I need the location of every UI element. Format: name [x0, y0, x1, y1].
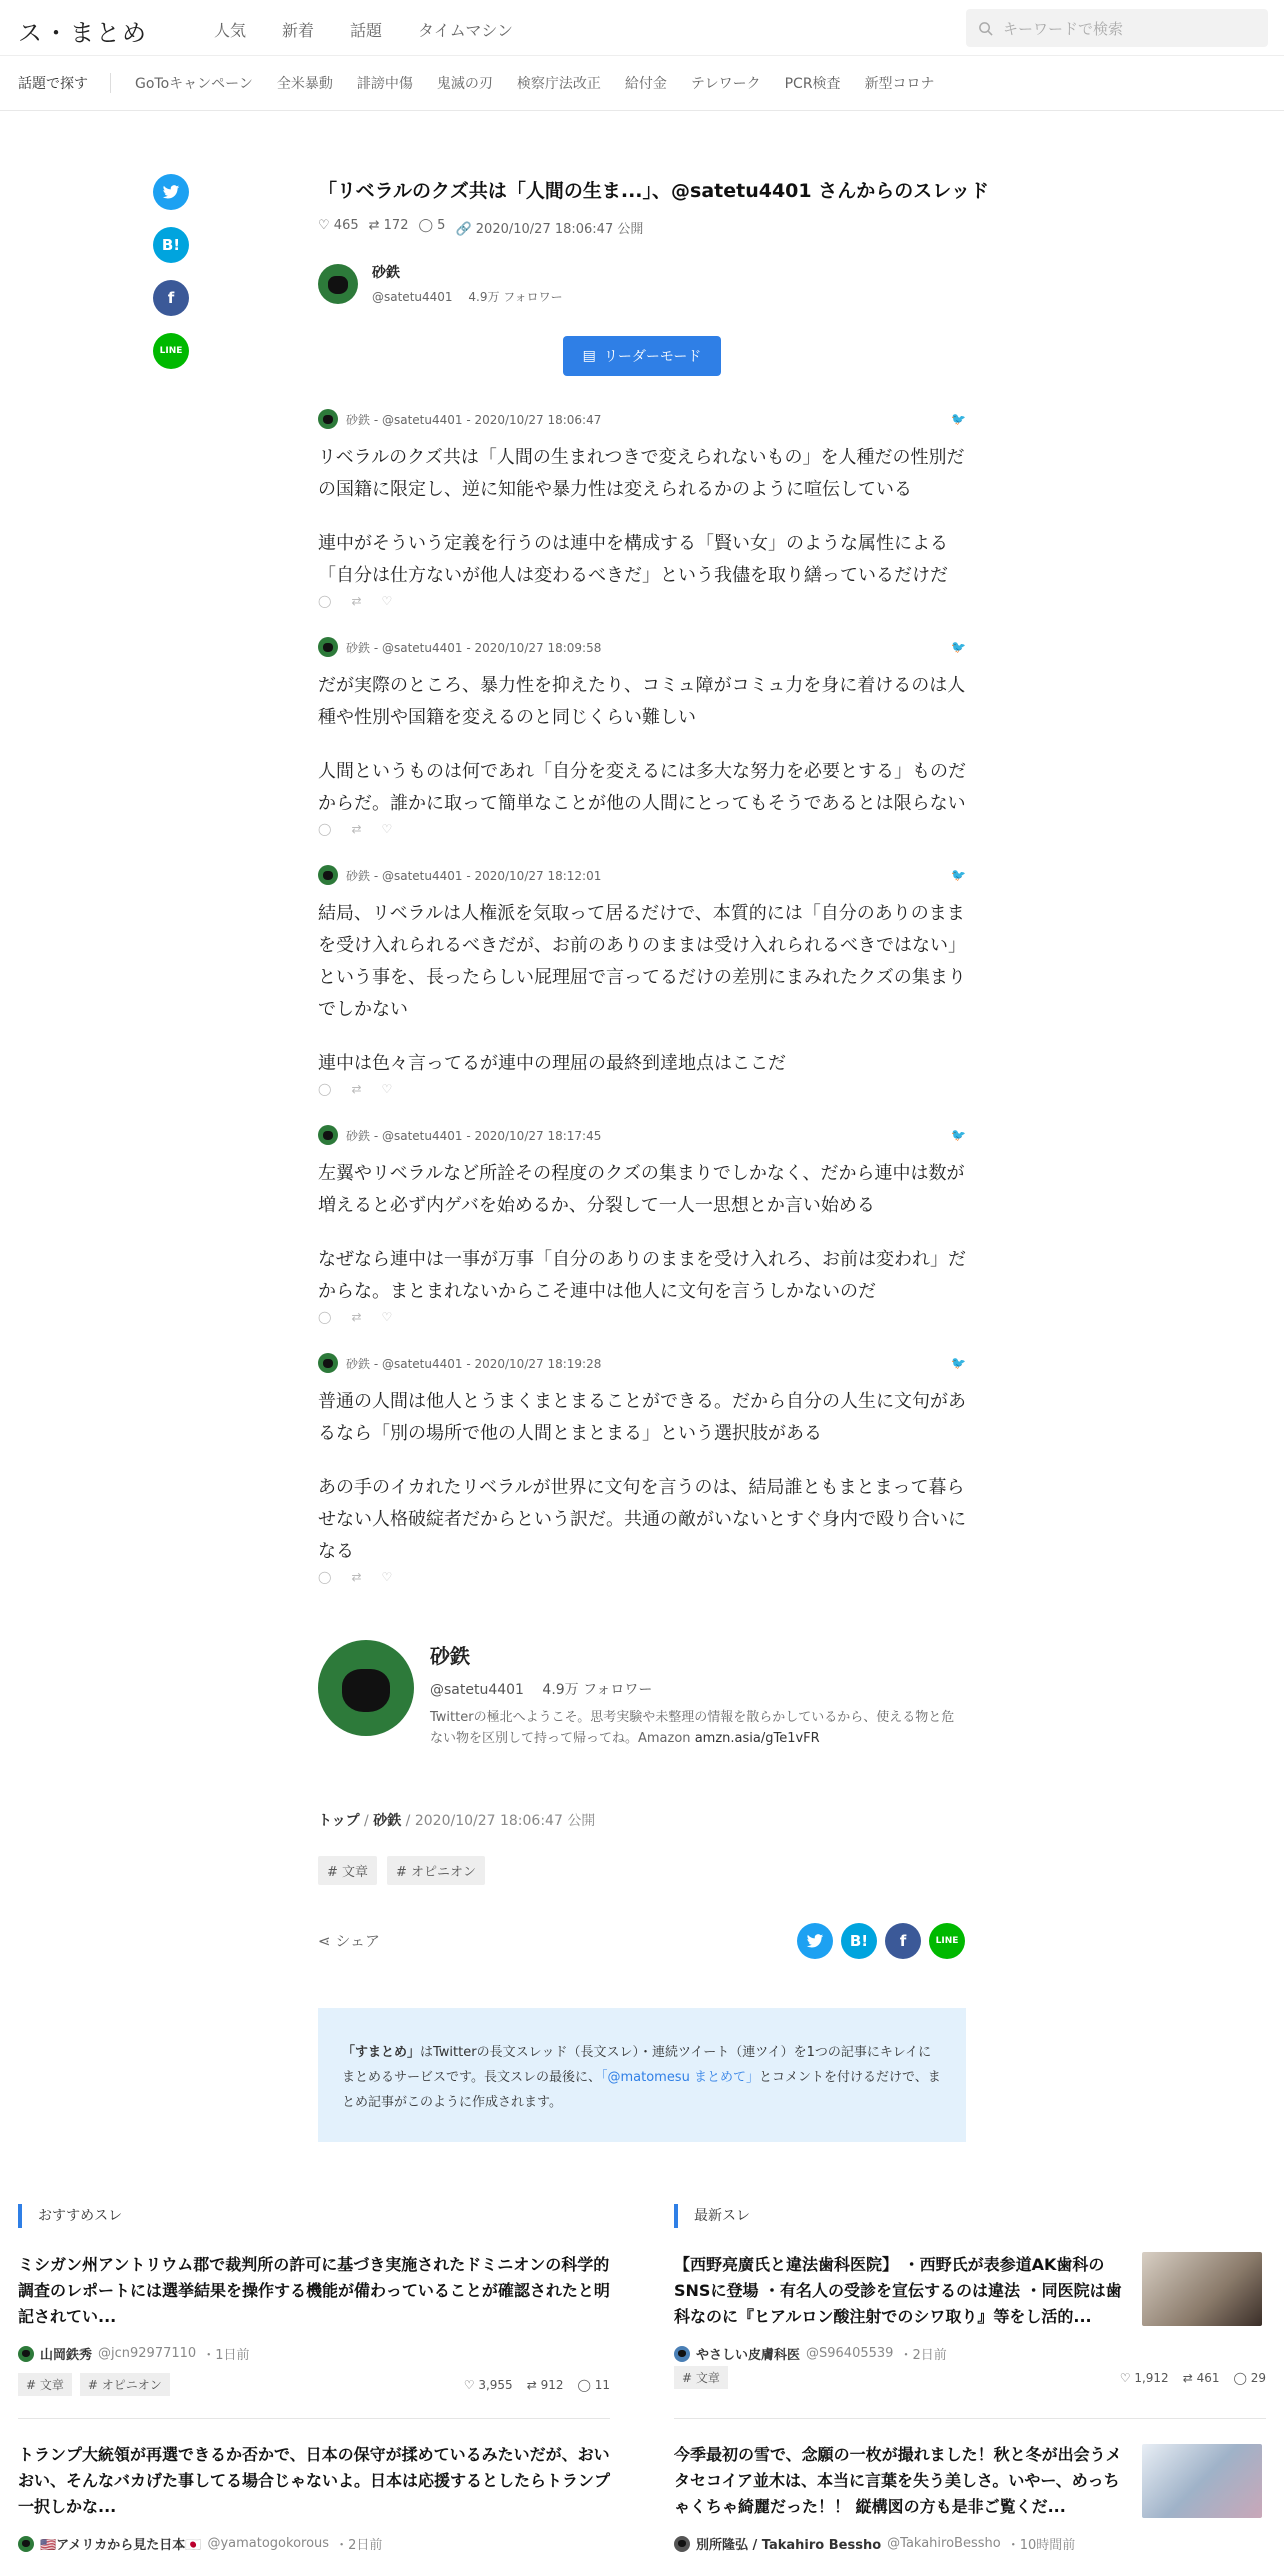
- profile-bio: Twitterの極北へようこそ。思考実験や未整理の情報を散らかしているから、使える物と危ない物を区別して持って帰ってね。Amazon amzn.asia/gTe1vFR: [430, 1710, 955, 1746]
- twitter-icon[interactable]: [797, 1923, 833, 1959]
- card-avatar: [18, 2536, 34, 2552]
- tweet-text: 人間というものは何であれ「自分を変えるには多大な努力を必要とする」ものだからだ。誰かに取って簡単なことが他の人間にとってもそうであるとは限らない: [318, 761, 966, 814]
- nav-popular[interactable]: 人気: [214, 21, 247, 40]
- tweet-text: なぜなら連中は一事が万事「自分のありのままを受け入れろ、お前は変われ」だからな。まとまれないからこそ連中は他人に文句を言うしかないのだ: [318, 1249, 966, 1302]
- tweet-text: あの手のイカれたリベラルが世界に文句を言うのは、結局誰ともまとまって暮らせない人格破綻者だからという訳だ。共通の敵がいないとすぐ身内で殴り合いになる: [318, 1477, 966, 1562]
- reply-icon[interactable]: ◯: [318, 822, 332, 836]
- line-icon[interactable]: LINE: [153, 333, 189, 369]
- card-author[interactable]: 🇺🇸アメリカから見た日本🇯🇵: [40, 2538, 202, 2553]
- tweet-avatar: [318, 409, 338, 429]
- breadcrumb-top[interactable]: トップ: [318, 1813, 360, 1829]
- twitter-icon[interactable]: 🐦: [951, 1356, 966, 1370]
- retweet-icon[interactable]: ⇄: [351, 1082, 362, 1096]
- latest-card-stats: [674, 2356, 1266, 2389]
- profile-name[interactable]: 砂鉄: [430, 1644, 470, 1668]
- like-icon[interactable]: ♡: [381, 1082, 393, 1096]
- tweet: [318, 636, 966, 836]
- nav-topics[interactable]: 話題: [350, 21, 383, 40]
- tweet: [318, 1124, 966, 1324]
- reader-mode-button[interactable]: [563, 336, 721, 376]
- topic-link[interactable]: テレワーク: [690, 76, 761, 92]
- card-author[interactable]: やさしい皮膚科医: [696, 2348, 801, 2363]
- tweet-text: リベラルのクズ共は「人間の生まれつきで変えられないもの」を人種だの性別だの国籍に限定し、逆に知能や暴力性は変えられるかのように喧伝している: [318, 447, 965, 500]
- article-title: 「リベラルのクズ共は「人間の生ま...」、@satetu4401 さんからのスレッド: [318, 180, 990, 202]
- retweet-icon[interactable]: ⇄: [351, 1310, 362, 1324]
- twitter-icon[interactable]: 🐦: [951, 640, 966, 654]
- tag-chip[interactable]: # オピニオン: [80, 2373, 170, 2396]
- latest-card[interactable]: 【西野亮廣氏と違法歯科医院】 ・西野氏が表参道AK歯科のSNSに登場 ・有名人の受診を宣伝するのは違法 ・同医院は歯科なのに『ヒアルロン酸注射でのシワ取り』等をし活的... やさしい皮膚科医 @S96405539 ・2日前: [674, 2252, 1126, 2363]
- tweet: [318, 864, 966, 1096]
- topic-nav: [0, 56, 1284, 111]
- retweet-icon[interactable]: ⇄: [351, 822, 362, 836]
- reader-mode-label: リーダーモード: [603, 349, 702, 365]
- like-count: ♡ 465: [318, 218, 359, 233]
- author-avatar: [318, 264, 358, 304]
- service-info-box: 「すまとめ」はTwitterの長文スレッド（長文スレ）・連続ツイート（連ツイ）を1つの記事にキレイにまとめるサービスです。長文スレの最後に、「@matomesu まとめて」とコメントを付けるだけで、まとめ記事がこのように作成されます。: [318, 2008, 966, 2142]
- facebook-icon[interactable]: f: [153, 280, 189, 316]
- breadcrumb-author[interactable]: 砂鉄: [373, 1813, 402, 1829]
- divider: [674, 2418, 1266, 2419]
- reply-count: ◯ 11: [577, 2377, 610, 2392]
- nav-new[interactable]: 新着: [282, 21, 315, 40]
- share-buttons: [797, 1923, 965, 1959]
- reply-icon[interactable]: ◯: [318, 1082, 332, 1096]
- tweet-text: 連中は色々言ってるが連中の理屈の最終到達地点はここだ: [318, 1053, 786, 1074]
- like-icon[interactable]: ♡: [381, 1310, 393, 1324]
- card-thumbnail[interactable]: [1142, 2444, 1262, 2518]
- topic-link[interactable]: 給付金: [624, 76, 667, 92]
- topic-link[interactable]: 新型コロナ: [864, 76, 935, 92]
- retweet-icon[interactable]: ⇄: [351, 594, 362, 608]
- author-handle: @satetu4401 4.9万 フォロワー: [372, 290, 563, 304]
- reply-count: ◯ 29: [1233, 2370, 1266, 2385]
- line-icon[interactable]: LINE: [929, 1923, 965, 1959]
- tweet-meta: 砂鉄 - @satetu4401 - 2020/10/27 18:17:45: [346, 1128, 602, 1143]
- tweet: [318, 408, 966, 608]
- tag-chip[interactable]: # 文章: [674, 2366, 728, 2389]
- tweet-meta: 砂鉄 - @satetu4401 - 2020/10/27 18:09:58: [346, 640, 602, 655]
- like-icon[interactable]: ♡: [381, 1570, 393, 1584]
- topic-link[interactable]: PCR検査: [784, 76, 841, 92]
- twitter-icon[interactable]: 🐦: [951, 868, 966, 882]
- topic-link[interactable]: 全米暴動: [276, 76, 333, 92]
- tweet-text: 普通の人間は他人とうまくまとまることができる。だから自分の人生に文句があるなら「別の場所で他の人間とまとまる」という選択肢がある: [318, 1391, 966, 1444]
- card-title[interactable]: 【西野亮廣氏と違法歯科医院】 ・西野氏が表参道AK歯科のSNSに登場 ・有名人の受診を宣伝するのは違法 ・同医院は歯科なのに『ヒアルロン酸注射でのシワ取り』等をし活的...: [674, 2255, 1122, 2326]
- latest-heading: 最新スレ: [674, 2204, 750, 2228]
- card-author[interactable]: 別所隆弘 / Takahiro Bessho: [696, 2538, 882, 2553]
- search-icon: [978, 21, 993, 36]
- facebook-icon[interactable]: f: [885, 1923, 921, 1959]
- card-title[interactable]: トランプ大統領が再選できるか否かで、日本の保守が揉めているみたいだが、おいおい、そんなバカげた事してる場合じゃないよ。日本は応援するとしたらトランプ一択しかな...: [18, 2445, 611, 2516]
- tag-chip[interactable]: # 文章: [318, 1856, 377, 1885]
- nav-timemachine[interactable]: タイムマシン: [418, 21, 514, 40]
- latest-card[interactable]: 今季最初の雪で、念願の一枚が撮れました！秋と冬が出会うメタセコイア並木は、本当に言葉を失う美しさ。いやー、めっちゃくちゃ綺麗だった！！ 縦構図の方も是非ご覧くだ... 別所隆弘 / Takahiro Bessho @TakahiroBessho ・10時間前: [674, 2442, 1126, 2553]
- tweet-avatar: [318, 1125, 338, 1145]
- topic-link[interactable]: GoToキャンペーン: [135, 76, 253, 92]
- like-icon[interactable]: ♡: [381, 594, 393, 608]
- search-input[interactable]: [966, 9, 1268, 47]
- breadcrumb: トップ / 砂鉄 / 2020/10/27 18:06:47 公開: [318, 1813, 596, 1829]
- share-label: ⋖ シェア: [318, 1932, 381, 1950]
- article-author[interactable]: [318, 262, 563, 305]
- site-header: [0, 0, 1284, 56]
- share-icon: ⋖: [318, 1932, 331, 1950]
- card-avatar: [18, 2346, 34, 2362]
- tag-chip[interactable]: # 文章: [18, 2373, 72, 2396]
- matomesu-link[interactable]: 「@matomesu まとめて」: [600, 2070, 759, 2085]
- book-icon: ▤: [582, 348, 596, 364]
- profile-bio-link[interactable]: amzn.asia/gTe1vFR: [694, 1731, 820, 1746]
- topic-link[interactable]: 鬼滅の刃: [436, 76, 493, 92]
- tweet-meta: 砂鉄 - @satetu4401 - 2020/10/27 18:12:01: [346, 868, 602, 883]
- topic-link[interactable]: 検察庁法改正: [516, 76, 601, 92]
- reply-icon[interactable]: ◯: [318, 594, 332, 608]
- reply-icon[interactable]: ◯: [318, 1570, 332, 1584]
- profile-avatar[interactable]: [318, 1640, 414, 1736]
- tweet-text: 連中がそういう定義を行うのは連中を構成する「賢い女」のような属性による「自分は仕方ないが他人は変わるべきだ」という我儘を取り繕っているだけだ: [318, 533, 948, 586]
- tweet-meta: 砂鉄 - @satetu4401 - 2020/10/27 18:19:28: [346, 1356, 602, 1371]
- retweet-count: ⇄ 172: [368, 218, 409, 233]
- card-avatar: [674, 2536, 690, 2552]
- tweet-text: 左翼やリベラルなど所詮その程度のクズの集まりでしかなく、だから連中は数が増えると必ず内ゲバを始めるか、分裂して一人一思想とか言い始める: [318, 1163, 965, 1216]
- like-count: ♡ 3,955: [463, 2377, 513, 2392]
- tweet-meta: 砂鉄 - @satetu4401 - 2020/10/27 18:06:47: [346, 412, 602, 427]
- article-stats: [318, 218, 643, 237]
- like-icon[interactable]: ♡: [381, 822, 393, 836]
- card-title[interactable]: 今季最初の雪で、念願の一枚が撮れました！秋と冬が出会うメタセコイア並木は、本当に言葉を失う美しさ。いやー、めっちゃくちゃ綺麗だった！！ 縦構図の方も是非ご覧くだ...: [674, 2445, 1122, 2516]
- tag-chip[interactable]: # オピニオン: [387, 1856, 485, 1885]
- reply-icon[interactable]: ◯: [318, 1310, 332, 1324]
- retweet-icon[interactable]: ⇄: [351, 1570, 362, 1584]
- twitter-icon[interactable]: [153, 174, 189, 210]
- tweet-avatar: [318, 637, 338, 657]
- retweet-count: ⇄ 912: [526, 2377, 564, 2392]
- article-tags: [318, 1856, 485, 1885]
- hatena-icon[interactable]: B!: [841, 1923, 877, 1959]
- card-thumbnail[interactable]: [1142, 2252, 1262, 2326]
- reply-count: ◯ 5: [418, 218, 446, 233]
- publish-date: 🔗 2020/10/27 18:06:47 公開: [455, 222, 644, 237]
- share-sidebar: [153, 174, 189, 369]
- card-title[interactable]: ミシガン州アントリウム郡で裁判所の許可に基づき実施されたドミニオンの科学的調査のレポートには選挙結果を操作する機能が備わっていることが確認されたと明記されてい...: [18, 2255, 610, 2326]
- recommended-card[interactable]: ミシガン州アントリウム郡で裁判所の許可に基づき実施されたドミニオンの科学的調査のレポートには選挙結果を操作する機能が備わっていることが確認されたと明記されてい... 山岡鉄秀 @jcn92977110 ・1日前 # 文章 # オピニオン ♡ 3,955 ⇄ 912 ◯ 11: [18, 2252, 610, 2396]
- profile-handle: @satetu4401 4.9万 フォロワー: [430, 1682, 653, 1698]
- main-nav: [214, 18, 513, 41]
- recommended-card[interactable]: トランプ大統領が再選できるか否かで、日本の保守が揉めているみたいだが、おいおい、そんなバカげた事してる場合じゃないよ。日本は応援するとしたらトランプ一択しかな... 🇺🇸アメリカから見た日本🇯🇵 @yamatogokorous ・2日前: [18, 2442, 610, 2553]
- hatena-icon[interactable]: B!: [153, 227, 189, 263]
- card-author[interactable]: 山岡鉄秀: [40, 2348, 93, 2363]
- search-placeholder: キーワードで検索: [1003, 19, 1124, 38]
- topic-link[interactable]: 誹謗中傷: [356, 76, 413, 92]
- divider: [18, 2418, 610, 2419]
- author-profile: [318, 1640, 966, 1749]
- tweet-text: 結局、リベラルは人権派を気取って居るだけで、本質的には「自分のありのままを受け入れられるべきだが、お前のありのままは受け入れられるべきではない」という事を、長ったらしい屁理屈で言ってるだけの差別にまみれたクズの集まりでしかない: [318, 903, 966, 1020]
- breadcrumb-date: 2020/10/27 18:06:47 公開: [414, 1813, 596, 1829]
- twitter-icon[interactable]: 🐦: [951, 1128, 966, 1142]
- recommended-heading: おすすめスレ: [18, 2204, 122, 2228]
- tweet-text: だが実際のところ、暴力性を抑えたり、コミュ障がコミュ力を身に着けるのは人種や性別や国籍を変えるのと同じくらい難しい: [318, 675, 966, 728]
- retweet-count: ⇄ 461: [1182, 2370, 1220, 2385]
- site-logo[interactable]: ス・まとめ: [18, 19, 148, 47]
- tweet: [318, 1352, 966, 1584]
- topic-nav-label: 話題で探す: [0, 73, 111, 93]
- tweet-avatar: [318, 865, 338, 885]
- like-count: ♡ 1,912: [1119, 2370, 1169, 2385]
- author-name: 砂鉄: [372, 265, 400, 281]
- service-name: 「すまとめ」: [342, 2045, 421, 2060]
- tweet-avatar: [318, 1353, 338, 1373]
- twitter-icon[interactable]: 🐦: [951, 412, 966, 426]
